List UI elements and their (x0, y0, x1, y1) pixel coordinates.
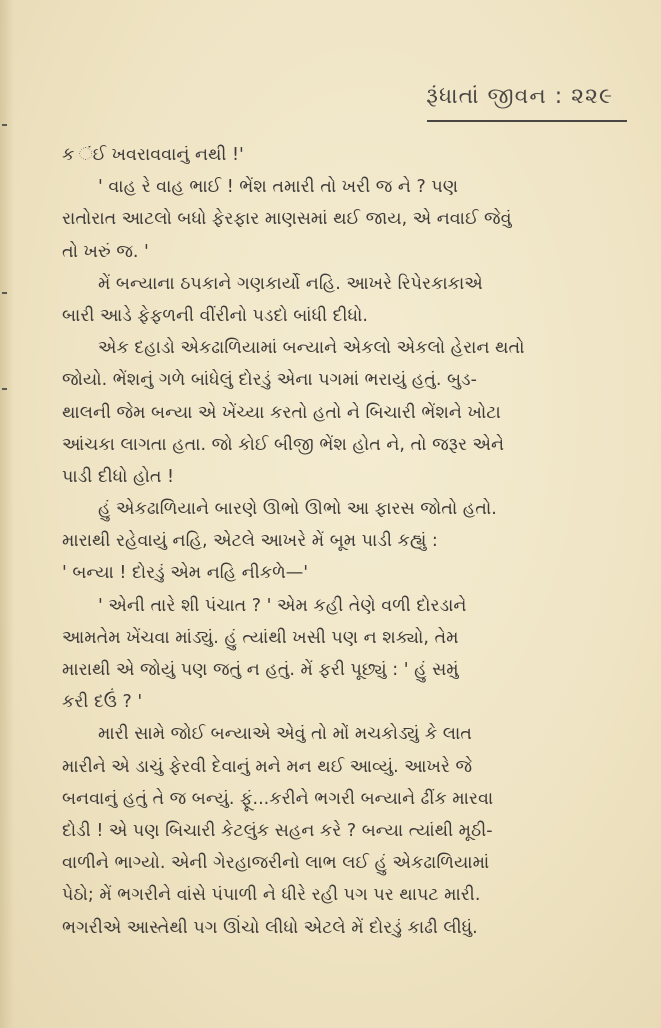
text-line: જોયો. ભેંશનું ગળે બાંધેલું દોરડું એના પગમાં ભરાયું હતું. બુડ- (62, 370, 477, 391)
paragraph (62, 268, 627, 332)
header-rule (427, 120, 627, 122)
text-line: ક ંઈ ખવરાવવાનું નથી !' (62, 145, 244, 165)
text-line: મારી સામે જોઈ બન્યાએ એવું તો મોં મચકોડ્યું કે લાત (98, 724, 472, 745)
text-line: વાળીને ભાગ્યો. એની ગેરહાજરીનો લાભ લઈ હું એકઢાળિયામાં (62, 853, 490, 874)
text-line: તો ખરું જ. ' (62, 241, 149, 262)
paragraph (62, 590, 627, 719)
paragraph (62, 139, 627, 171)
text-line: પેઠો; મેં ભગરીને વાંસે પંપાળી ને ધીરે રહી પગ પર થાપટ મારી. (62, 885, 481, 906)
text-line: ' બન્યા ! દોરડું એમ નહિ નીકળે—' (62, 563, 309, 584)
text-line: આમતેમ ખેંચવા માંડ્યું. હું ત્યાંથી ખસી પણ ન શક્યો, તેમ (62, 627, 459, 648)
running-head: રૂંધાતાં જીવન : ૨૨૯ (426, 84, 613, 109)
paragraph (62, 493, 627, 590)
paragraph (62, 332, 627, 493)
text-line: એક દહાડો એકઢાળિયામાં બન્યાને એકલો એકલો હેરાન થતો (98, 338, 525, 359)
text-line: દોડી ! એ પણ બિચારી કેટલુંક સહન કરે ? બન્યા ત્યાંથી મૂઠી- (62, 820, 493, 841)
text-line: ' એની તારે શી પંચાત ? ' એમ કહી તેણે વળી દોરડાને (98, 595, 467, 616)
body-text (62, 139, 627, 944)
text-line: કરી દઉં ? ' (62, 692, 143, 713)
text-line: આંચકા લાગતા હતા. જો કોઈ બીજી ભેંશ હોત ને, તો જરૂર એને (62, 434, 505, 455)
paragraph (62, 171, 627, 268)
text-line: મેં બન્યાના ઠપકાને ગણકાર્યો નહિ. આખરે રિપેરકાકાએ (98, 273, 483, 294)
text-line: ભગરીએ આસ્તેથી પગ ઊંચો લીધો એટલે મેં દોરડું કાઢી લીધું. (62, 917, 478, 938)
text-line: મારીને એ ડાચું ફેરવી દેવાનું મને મન થઈ આવ્યું. આખરે જે (62, 756, 473, 777)
text-line: થાલની જેમ બન્યા એ ખેંચ્યા કરતો હતો ને બિચારી ભેંશને ખોટા (62, 402, 501, 423)
text-line: મારાથી રહેવાયું નહિ, એટલે આખરે મેં બૂમ પાડી કહ્યું : (62, 531, 438, 552)
page-spine-shadow (0, 0, 14, 1028)
text-line: રાતોરાત આટલો બધો ફેરફાર માણસમાં થઈ જાય, એ નવાઈ જેવું (62, 209, 512, 230)
text-line: હું એકઢાળિયાને બારણે ઊભો ઊભો આ ફારસ જોતો હતો. (98, 499, 497, 520)
margin-mark (2, 388, 7, 390)
text-line: બારી આડે ફેફળની વીંરીનો પડદો બાંધી દીધો. (62, 305, 368, 326)
paragraph (62, 718, 627, 943)
text-line: મારાથી એ જોયું પણ જતું ન હતું. મેં ફરી પૂછ્યું : ' હું સમું (62, 660, 459, 680)
text-line: બનવાનું હતું તે જ બન્યું. ફૂં...કરીને ભગરી બન્યાને ઢીંક મારવા (62, 788, 494, 809)
margin-mark (2, 124, 7, 126)
text-line: ' વાહ રે વાહ ભાઈ ! ભેંશ તમારી તો ખરી જ ને ? પણ (98, 177, 458, 198)
margin-mark (2, 292, 7, 294)
text-line: પાડી દીધો હોત ! (62, 466, 175, 487)
